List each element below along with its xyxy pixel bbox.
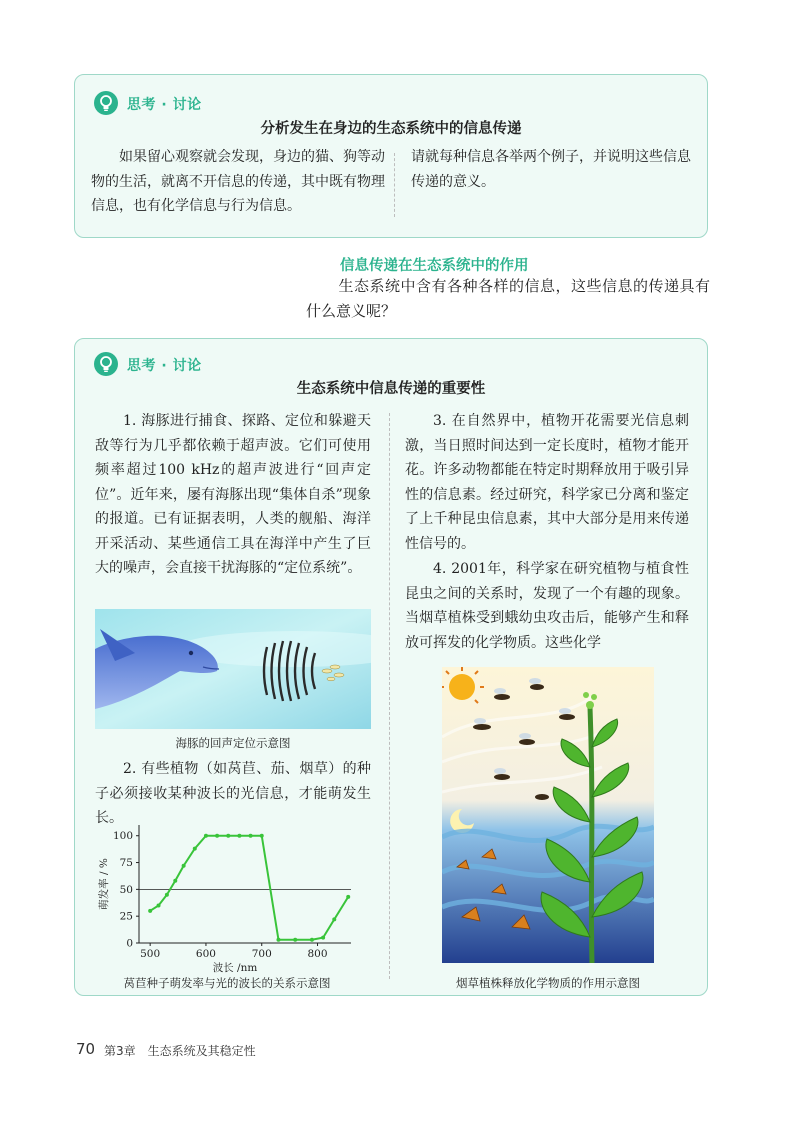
data-point — [310, 938, 314, 942]
germination-chart — [89, 817, 361, 973]
lightbulb-icon — [94, 91, 118, 115]
x-tick-label: 600 — [195, 948, 216, 960]
x-tick-label: 700 — [251, 948, 272, 960]
data-point — [165, 893, 169, 897]
data-point — [332, 917, 336, 921]
box-title: 生态系统中信息传递的重要性 — [296, 381, 486, 397]
x-axis-label: 波长 /nm — [212, 962, 258, 973]
item-4-text: 4. 2001年，科学家在研究植物与植食性昆虫之间的关系时，发现了一个有趣的现象。当烟草植株受到蛾幼虫攻击后，能够产生和释放可挥发的化学物质。这些化学 — [405, 561, 689, 651]
section-body — [306, 274, 710, 324]
page-number: 70 — [76, 1040, 96, 1058]
y-tick-label: 0 — [126, 937, 133, 950]
think-discuss-label: 思考 · 讨论 — [127, 358, 202, 374]
box-title: 分析发生在身边的生态系统中的信息传递 — [260, 121, 522, 137]
think-discuss-label: 思考 · 讨论 — [127, 97, 202, 113]
data-point — [157, 903, 161, 907]
data-point — [148, 909, 152, 913]
germination-curve — [150, 836, 348, 940]
x-tick-label: 800 — [307, 948, 328, 960]
think-discuss-box-1 — [74, 74, 708, 238]
box1-right-text: 请就每种信息各举两个例子，并说明这些信息传递的意义。 — [411, 149, 691, 190]
item-2-text: 2. 有些植物（如莴苣、茄、烟草）的种子必须接收某种波长的光信息，才能萌发生长。 — [95, 761, 371, 826]
data-point — [321, 936, 325, 940]
item-3-text: 3. 在自然界中，植物开花需要光信息刺激，当日照时间达到一定长度时，植物才能开花。许多动物都能在特定时期释放用于吸引异性的信息素。经过研究，科学家已分离和鉴定了上千种昆虫信息素，其中大部分是用来传递性信号的。 — [405, 413, 689, 552]
data-point — [182, 864, 186, 868]
chapter-label: 第3章 生态系统及其稳定性 — [104, 1044, 256, 1058]
chart-caption: 莴苣种子萌发率与光的波长的关系示意图 — [123, 976, 331, 990]
data-point — [237, 834, 241, 838]
think-discuss-box-2 — [74, 338, 708, 996]
data-point — [276, 938, 280, 942]
lightbulb-icon — [94, 352, 118, 376]
data-point — [293, 938, 297, 942]
data-point — [226, 834, 230, 838]
dolphin-caption: 海豚的回声定位示意图 — [175, 736, 291, 750]
section-heading: 信息传递在生态系统中的作用 — [340, 258, 529, 274]
x-tick-label: 500 — [140, 948, 161, 960]
y-tick-label: 25 — [119, 910, 133, 923]
tobacco-caption: 烟草植株释放化学物质的作用示意图 — [456, 976, 640, 990]
tobacco-plant-image — [442, 667, 654, 963]
section-body-text: 生态系统中含有各种各样的信息，这些信息的传递具有什么意义呢？ — [306, 277, 710, 320]
item-1-text: 1. 海豚进行捕食、探路、定位和躲避天敌等行为几乎都依赖于超声波。它们可使用频率超过100 kHz的超声波进行“回声定位”。近年来，屡有海豚出现“集体自杀”现象的报道。已有证据表明，人类的舰船、海洋开采活动、某些通信工具在海洋中产生了巨大的噪声，会直接干扰海豚的“定位系统”。 — [95, 413, 371, 576]
column-divider — [394, 153, 395, 217]
data-point — [215, 834, 219, 838]
data-point — [204, 834, 208, 838]
y-tick-label: 75 — [119, 857, 133, 870]
data-point — [260, 834, 264, 838]
data-point — [346, 895, 350, 899]
column-divider — [389, 413, 390, 979]
y-tick-label: 50 — [119, 883, 133, 896]
data-point — [193, 847, 197, 851]
data-point — [173, 879, 177, 883]
y-tick-label: 100 — [112, 830, 133, 843]
box1-left-text: 如果留心观察就会发现，身边的猫、狗等动物的生活，就离不开信息的传递，其中既有物理信息，也有化学信息与行为信息。 — [91, 149, 385, 214]
dolphin-echolocation-image — [95, 609, 371, 729]
data-point — [249, 834, 253, 838]
y-axis-label: 萌发率 / % — [98, 858, 110, 910]
